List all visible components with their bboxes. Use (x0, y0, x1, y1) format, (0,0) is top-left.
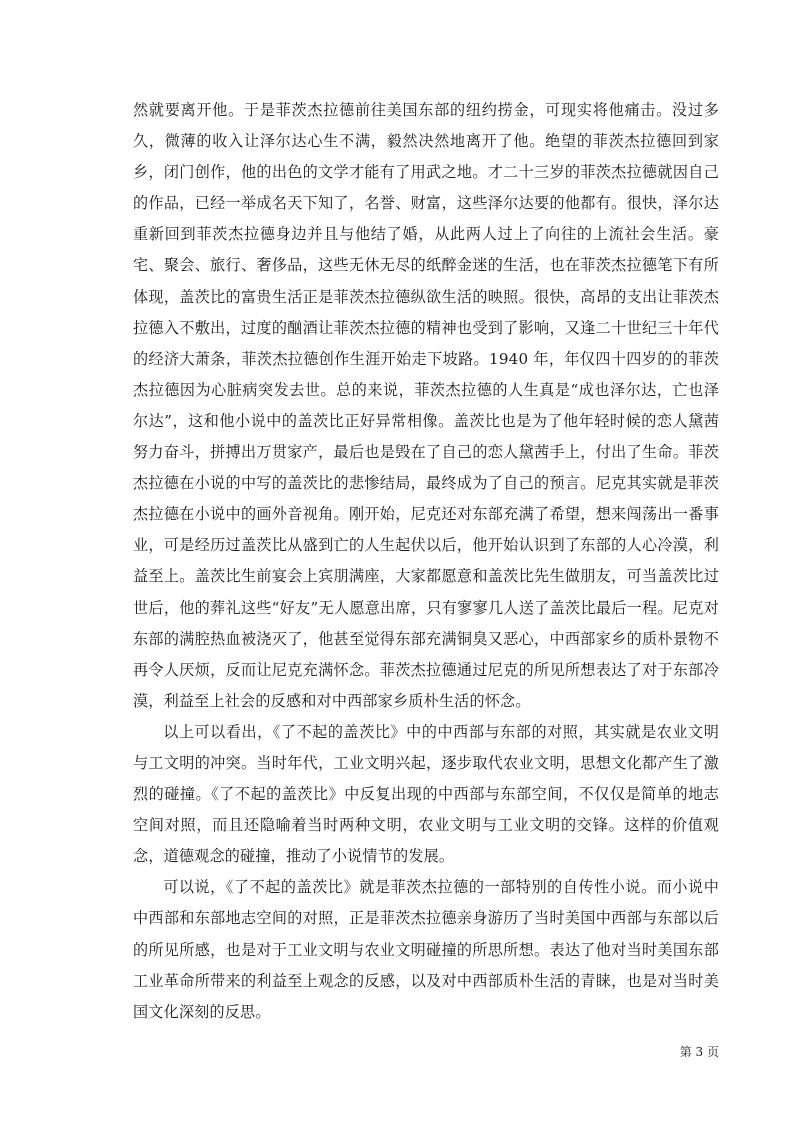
paragraph-conclusion: 可以说，《了不起的盖茨比》就是菲茨杰拉德的一部特别的自传性小说。而小说中中西部和东部地志空间的对照，正是菲茨杰拉德亲身游历了当时美国中西部与东部以后的所见所感，也是对于工业文明与农业文明碰撞的所思所想。表达了他对当时美国东部工业革命所带来的利益至上观念的反感，以及对中西部质朴生活的青睐，也是对当时美国文化深刻的反思。 (133, 878, 719, 1021)
body-text (133, 95, 719, 1028)
paragraph-comparison: 以上可以看出，《了不起的盖茨比》中的中西部与东部的对照，其实就是农业文明与工文明的冲突。当时年代，工业文明兴起，逐步取代农业文明，思想文化都产生了激烈的碰撞。《了不起的盖茨比》中反复出现的中西部与东部空间，不仅仅是简单的地志空间对照，而且还隐喻着当时两种文明，农业文明与工业文明的交锋。这样的价值观念，道德观念的碰撞，推动了小说情节的发展。 (133, 722, 719, 866)
page-number: 第 3 页 (679, 1045, 719, 1059)
paragraph-continued: 然就要离开他。于是菲茨杰拉德前往美国东部的纽约捞金，可现实将他痛击。没过多久，微薄的收入让泽尔达心生不满，毅然决然地离开了他。绝望的菲茨杰拉德回到家乡，闭门创作，他的出色的文学才能有了用武之地。才二十三岁的菲茨杰拉德就因自己的作品，已经一举成名天下知了，名誉、财富，这些泽尔达要的他都有。很快，泽尔达重新回到菲茨杰拉德身边并且与他结了婚，从此两人过上了向往的上流社会生活。豪宅、聚会、旅行、奢侈品，这些无休无尽的纸醉金迷的生活，也在菲茨杰拉德笔下有所体现，盖茨比的富贵生活正是菲茨杰拉德纵欲生活的映照。很快，高昂的支出让菲茨杰拉德入不敷出，过度的酗酒让菲茨杰拉德的精神也受到了影响，又逢二十世纪三十年代的经济大萧条，菲茨杰拉德创作生涯开始走下坡路。1940 年，年仅四十四岁的的菲茨杰拉德因为心脏病突发去世。总的来说，菲茨杰拉德的人生真是“成也泽尔达，亡也泽尔达”，这和他小说中的盖茨比正好异常相像。盖茨比也是为了他年轻时候的恋人黛茜努力奋斗，拼搏出万贯家产，最后也是毁在了自己的恋人黛茜手上，付出了生命。菲茨杰拉德在小说的中写的盖茨比的悲惨结局，最终成为了自己的预言。尼克其实就是菲茨杰拉德在小说中的画外音视角。刚开始，尼克还对东部充满了希望，想来闯荡出一番事业，可是经历过盖茨比从盛到亡的人生起伏以后，他开始认识到了东部的人心冷漠，利益至上。盖茨比生前宴会上宾朋满座，大家都愿意和盖茨比先生做朋友，可当盖茨比过世后，他的葬礼这些“好友”无人愿意出席，只有寥寥几人送了盖茨比最后一程。尼克对东部的满腔热血被浇灭了，他甚至觉得东部充满铜臭又恶心，中西部家乡的质朴景物不再令人厌烦，反而让尼克充满怀念。菲茨杰拉德通过尼克的所见所想表达了对于东部冷漠，利益至上社会的反感和对中西部家乡质朴生活的怀念。 (133, 101, 719, 710)
